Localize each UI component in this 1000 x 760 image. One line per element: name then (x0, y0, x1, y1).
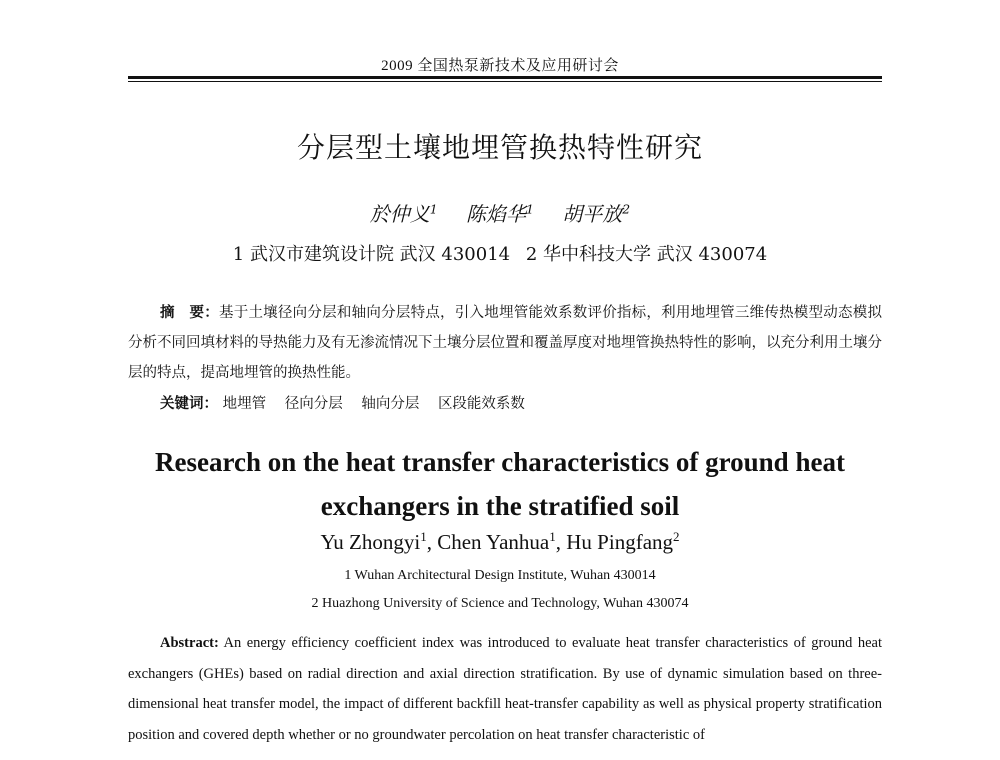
cn-abstract-label: 摘 要： (160, 305, 219, 321)
cn-author-3: 胡平放$^2$ (562, 201, 631, 226)
chinese-abstract (128, 298, 882, 388)
cn-author-2: 陈焰华$^1$ (466, 201, 534, 226)
cn-author-1: 於仲义$^1$ (369, 201, 438, 226)
cn-keyword: 径向分层 (284, 396, 343, 412)
header-rule-thin (128, 81, 882, 82)
cn-affiliation-2: 2 华中科技大学 武汉 430074 (525, 244, 768, 265)
chinese-title: 分层型土壤地埋管换热特性研究 (296, 131, 703, 164)
english-authors: Yu Zhongyi$^1$, Chen Yanhua$^1$, Hu Pingfang$^2$ (320, 529, 680, 554)
chinese-keywords (160, 392, 880, 413)
en-abstract-label: Abstract: (160, 635, 219, 651)
cn-keyword: 轴向分层 (361, 396, 420, 412)
cn-keyword: 区段能效系数 (437, 396, 525, 412)
conference-header: 2009 全国热泵新技术及应用研讨会 (381, 58, 619, 74)
en-author-3: Hu Pingfang$^2$ (566, 529, 680, 554)
english-abstract (128, 628, 882, 750)
header-rule-thick (128, 76, 882, 79)
chinese-authors (130, 198, 870, 227)
cn-affiliation-1: 1 武汉市建筑设计院 武汉 430014 (232, 244, 511, 265)
en-author-2: Chen Yanhua$^1$ (437, 529, 556, 554)
cn-keywords-label: 关键词： (160, 396, 218, 412)
english-title (130, 440, 870, 528)
en-author-1: Yu Zhongyi$^1$ (320, 529, 427, 554)
english-title-line-2: exchangers in the stratified soil (320, 491, 680, 521)
cn-keyword: 地埋管 (222, 396, 267, 412)
cn-abstract-text: 基于土壤径向分层和轴向分层特点，引入地埋管能效系数评价指标，利用地埋管三维传热模型动态模拟分析不同回填材料的导热能力及有无渗流情况下土壤分层位置和覆盖厚度对地埋管换热特性的影响，以充分利用土壤分层的特点，提高地埋管的换热性能。 (128, 305, 883, 381)
english-title-line-1: Research on the heat transfer characteristics of ground heat (155, 447, 845, 477)
english-affiliation-1: 1 Wuhan Architectural Design Institute, Wuhan 430014 (344, 568, 656, 583)
english-affiliation-2: 2 Huazhong University of Science and Technology, Wuhan 430074 (311, 596, 689, 611)
en-abstract-text: An energy efficiency coefficient index was introduced to evaluate heat transfer characteristics of ground heat exchangers (GHEs) based on radial direction and axial direction stratification. By use of dynamic simulation based on three-dimensional heat transfer model, the impact of different backfill heat-transfer capability as well as physical property stratification position and covered depth whether or no groundwater percolation on heat transfer characteristic of (128, 635, 882, 743)
chinese-affiliations (130, 240, 870, 266)
